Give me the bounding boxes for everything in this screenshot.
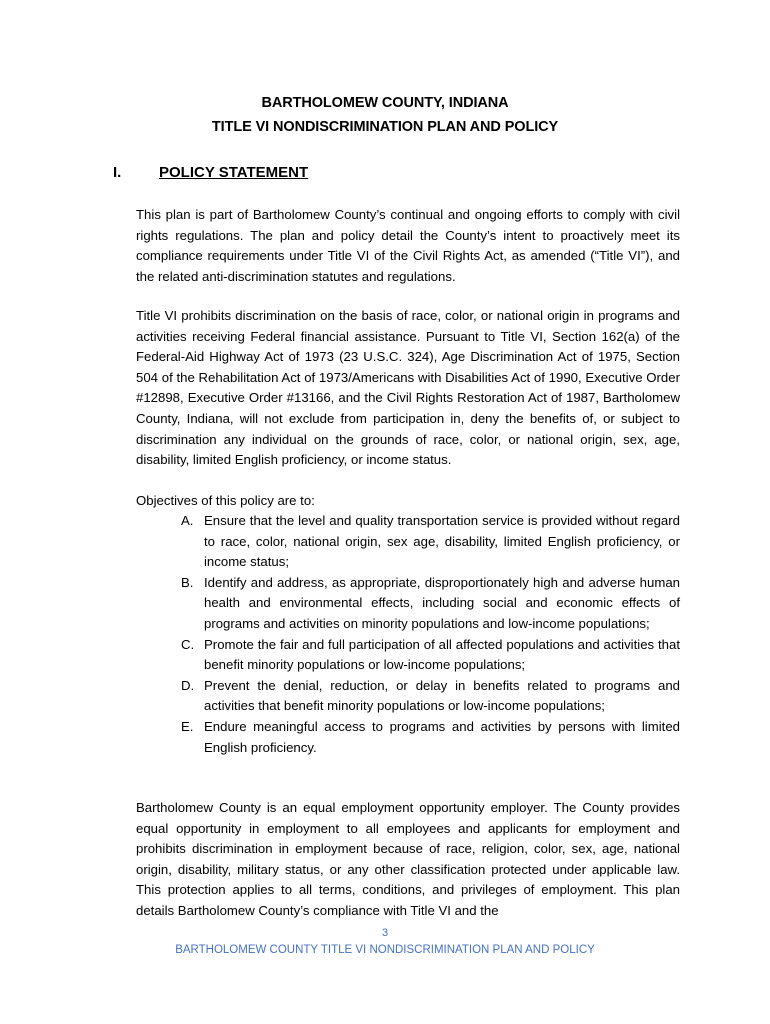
- list-item: [136, 635, 680, 676]
- section-title: POLICY STATEMENT: [159, 164, 309, 181]
- list-item-letter: E.: [181, 718, 194, 734]
- section-number: I.: [113, 164, 122, 181]
- paragraph-objectives-lead: Objectives of this policy are to:: [136, 493, 315, 508]
- list-item-letter: B.: [181, 574, 194, 590]
- objectives-list: [136, 511, 680, 758]
- list-item-text: Identify and address, as appropriate, disproportionately high and adverse human health and environmental effects, including social and economic effects of programs and activities on minority populations and low-income populations;: [204, 574, 680, 631]
- footer-title: BARTHOLOMEW COUNTY TITLE VI NONDISCRIMINATION PLAN AND POLICY: [175, 944, 595, 956]
- document-title-line-1: BARTHOLOMEW COUNTY, INDIANA: [261, 95, 509, 111]
- footer-page-number: 3: [381, 927, 389, 939]
- list-item: [136, 511, 680, 573]
- list-item: [136, 717, 680, 758]
- list-item-text: Endure meaningful access to programs and activities by persons with limited English proficiency.: [204, 718, 680, 755]
- list-item-letter: A.: [181, 513, 194, 528]
- list-item-text: Promote the fair and full participation of all affected populations and activities that benefit minority populations or low-income populations;: [204, 636, 680, 673]
- list-item: [136, 676, 680, 717]
- paragraph-eeo: Bartholomew County is an equal employment opportunity employer. The County provides equal opportunity in employment to all employees and applicants for employment and prohibits discrimination in employment because of race, religion, color, sex, age, national origin, disability, military status, or any other classification protected under applicable law. This protection applies to all terms, conditions, and privileges of employment. This plan details Bartholomew County’s compliance with Title VI and the: [136, 800, 680, 918]
- list-item-letter: D.: [181, 677, 195, 693]
- list-item-letter: C.: [181, 636, 195, 652]
- document-title-line-2: TITLE VI NONDISCRIMINATION PLAN AND POLICY: [211, 119, 559, 135]
- paragraph-title-vi: Title VI prohibits discrimination on the basis of race, color, or national origin in programs and activities receiving Federal financial assistance. Pursuant to Title VI, Section 162(a) of the Federal-Aid Highway Act of 1973 (23 U.S.C. 324), Age Discrimination Act of 1975, Section 504 of the Rehabilitation Act of 1973/Americans with Disabilities Act of 1990, Executive Order #12898, Executive Order #13166, and the Civil Rights Restoration Act of 1987, Bartholomew County, Indiana, will not exclude from participation in, deny the benefits of, or subject to discrimination any individual on the grounds of race, color, or national origin, sex, age, disability, limited English proficiency, or income status.: [136, 308, 680, 468]
- list-item-text: Prevent the denial, reduction, or delay in benefits related to programs and activities that benefit minority populations or low-income populations;: [204, 677, 680, 714]
- list-item-text: Ensure that the level and quality transportation service is provided without regard to race, color, national origin, sex age, disability, limited English proficiency, or income status;: [204, 513, 680, 570]
- list-item: [136, 573, 680, 635]
- paragraph-intro: This plan is part of Bartholomew County’s continual and ongoing efforts to comply with civil rights regulations. The plan and policy detail the County’s intent to proactively meet its compliance requirements under Title VI of the Civil Rights Act, as amended (“Title VI”), and the related anti-discrimination statutes and regulations.: [136, 207, 680, 284]
